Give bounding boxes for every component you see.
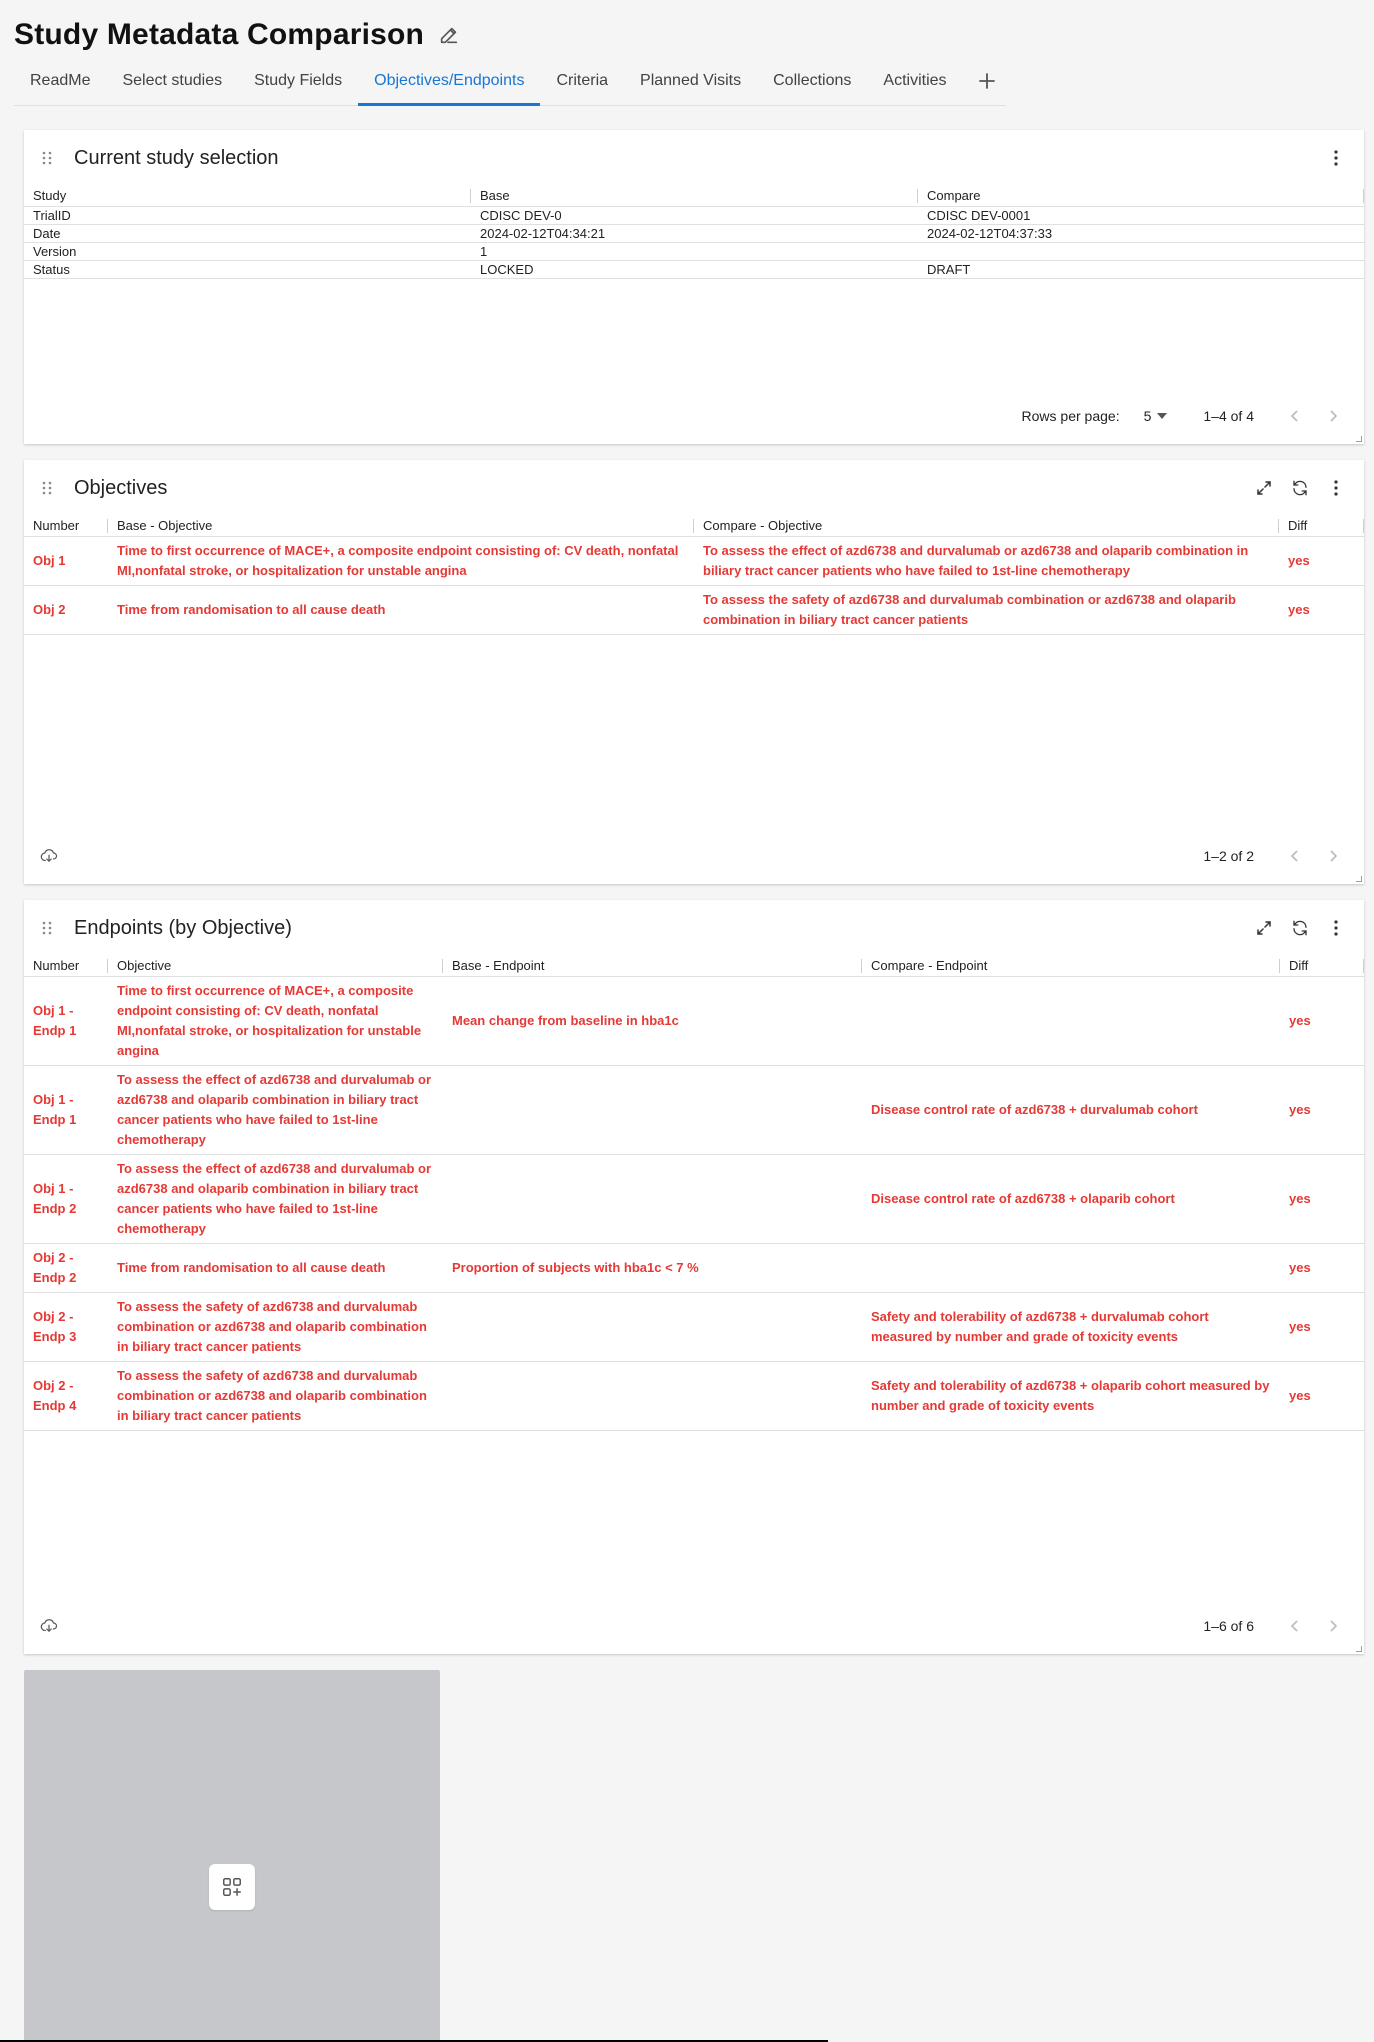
objectives-table [24,516,1364,635]
card-title: Current study selection [74,146,279,169]
table-cell: CDISC DEV-0001 [918,206,1364,224]
expand-icon[interactable] [1246,470,1282,506]
prev-page-icon[interactable] [1274,1606,1314,1646]
table-header-row [24,186,1364,206]
table-cell: yes [1280,1065,1364,1154]
column-header[interactable]: Objective [108,956,443,976]
objectives-card [24,460,1364,884]
column-header[interactable]: Diff [1280,956,1364,976]
table-cell: Time to first occurrence of MACE+, a composite endpoint consisting of: CV death, nonfatal MI,nonfatal stroke, or hospitalization for unstable angina [108,976,443,1065]
widget-placeholder [24,1670,440,2042]
table-cell: To assess the effect of azd6738 and durvalumab or azd6738 and olaparib combination in biliary tract cancer patients who have failed to 1st-line chemotherapy [108,1065,443,1154]
drag-handle-icon[interactable] [34,145,60,171]
table-cell: To assess the safety of azd6738 and durvalumab combination or azd6738 and olaparib combination in biliary tract cancer patients [694,585,1279,634]
next-page-icon[interactable] [1314,836,1354,876]
table-cell: yes [1280,1292,1364,1361]
prev-page-icon[interactable] [1274,836,1314,876]
table-cell: Time from randomisation to all cause death [108,585,694,634]
resize-handle[interactable] [1356,1646,1362,1652]
expand-icon[interactable] [1246,910,1282,946]
card-header [24,900,1364,956]
table-row [24,206,1364,224]
table-cell: yes [1280,1243,1364,1292]
more-vert-icon[interactable] [1318,910,1354,946]
pagination-text: 1–2 of 2 [1203,848,1254,864]
table-header-row [24,516,1364,536]
card-header [24,460,1364,516]
table-cell: To assess the safety of azd6738 and durvalumab combination or azd6738 and olaparib combination in biliary tract cancer patients [108,1361,443,1430]
table-cell: To assess the safety of azd6738 and durvalumab combination or azd6738 and olaparib combination in biliary tract cancer patients [108,1292,443,1361]
tab-activities[interactable]: Activities [883,72,947,89]
card-title: Endpoints (by Objective) [74,916,292,939]
table-cell: Mean change from baseline in hba1c [443,976,862,1065]
table-cell: 2024-02-12T04:34:21 [471,224,918,242]
table-cell [443,1154,862,1243]
refresh-icon[interactable] [1282,470,1318,506]
table-cell [443,1065,862,1154]
table-footer [24,388,1364,444]
table-cell: Obj 2 - Endp 4 [24,1361,108,1430]
cloud-download-icon[interactable] [34,1611,64,1641]
tab-criteria[interactable]: Criteria [556,72,609,89]
table-row [24,1243,1364,1292]
more-vert-icon[interactable] [1318,140,1354,176]
table-cell: To assess the effect of azd6738 and durvalumab or azd6738 and olaparib combination in biliary tract cancer patients who have failed to 1st-line chemotherapy [694,536,1279,585]
page-title: Study Metadata Comparison [14,18,425,51]
resize-handle[interactable] [1356,436,1362,442]
table-cell: TrialID [24,206,471,224]
table-row [24,260,1364,278]
table-cell [443,1361,862,1430]
refresh-icon[interactable] [1282,910,1318,946]
table-row [24,1361,1364,1430]
table-cell: Obj 2 - Endp 3 [24,1292,108,1361]
table-cell: CDISC DEV-0 [471,206,918,224]
column-header[interactable]: Study [24,186,471,206]
endpoints-card [24,900,1364,1654]
pencil-icon[interactable] [438,24,460,46]
column-header[interactable]: Base - Endpoint [443,956,862,976]
more-vert-icon[interactable] [1318,470,1354,506]
tab-select-studies[interactable]: Select studies [122,72,223,89]
tab-planned-visits[interactable]: Planned Visits [640,72,742,89]
table-cell: yes [1279,536,1364,585]
table-cell: To assess the effect of azd6738 and durvalumab or azd6738 and olaparib combination in biliary tract cancer patients who have failed to 1st-line chemotherapy [108,1154,443,1243]
tab-collections[interactable]: Collections [773,72,852,89]
next-page-icon[interactable] [1314,1606,1354,1646]
tab-objectives-endpoints[interactable]: Objectives/Endpoints [358,57,540,105]
tab-bar [14,58,1006,106]
column-header[interactable]: Number [24,956,108,976]
table-cell: Version [24,242,471,260]
table-cell: Disease control rate of azd6738 + durvalumab cohort [862,1065,1280,1154]
plus-icon[interactable] [969,57,1006,105]
table-header-row [24,956,1364,976]
card-header [24,130,1364,186]
prev-page-icon[interactable] [1274,396,1314,436]
table-row [24,585,1364,634]
cloud-download-icon[interactable] [34,841,64,871]
table-cell: 1 [471,242,918,260]
column-header[interactable]: Base [471,186,918,206]
drag-handle-icon[interactable] [34,915,60,941]
table-row [24,536,1364,585]
table-cell: DRAFT [918,260,1364,278]
table-cell: Time to first occurrence of MACE+, a composite endpoint consisting of: CV death, nonfatal MI,nonfatal stroke, or hospitalization for unstable angina [108,536,694,585]
table-cell: Status [24,260,471,278]
column-header[interactable]: Base - Objective [108,516,694,536]
table-cell: Time from randomisation to all cause death [108,1243,443,1292]
table-cell [862,976,1280,1065]
table-cell: LOCKED [471,260,918,278]
table-row [24,224,1364,242]
study-selection-card [24,130,1364,444]
column-header[interactable]: Compare [918,186,1364,206]
table-row [24,976,1364,1065]
table-cell: yes [1280,1361,1364,1430]
table-cell: Obj 1 [24,536,108,585]
table-cell: Obj 1 - Endp 1 [24,976,108,1065]
table-cell [443,1292,862,1361]
table-cell: Disease control rate of azd6738 + olaparib cohort [862,1154,1280,1243]
column-header[interactable]: Number [24,516,108,536]
table-cell: Obj 2 [24,585,108,634]
card-title: Objectives [74,476,168,499]
next-page-icon[interactable] [1314,396,1354,436]
table-cell: yes [1280,976,1364,1065]
table-row [24,1292,1364,1361]
endpoints-table [24,956,1364,1431]
rows-per-page-value: 5 [1143,408,1152,424]
tab-readme[interactable]: ReadMe [30,72,91,89]
table-cell: yes [1280,1154,1364,1243]
column-header[interactable]: Diff [1279,516,1364,536]
caret-down-icon [1157,413,1167,419]
table-footer [24,828,1364,884]
tab-study-fields[interactable]: Study Fields [254,72,343,89]
pagination-text: 1–6 of 6 [1203,1618,1254,1634]
drag-handle-icon[interactable] [34,475,60,501]
table-row [24,242,1364,260]
selection-table [24,186,1364,279]
table-cell: Proportion of subjects with hba1c < 7 % [443,1243,862,1292]
table-cell: Date [24,224,471,242]
table-cell [918,242,1364,260]
rows-per-page-label: Rows per page: [1021,408,1120,424]
column-header[interactable]: Compare - Endpoint [862,956,1280,976]
rows-per-page-select[interactable] [1144,408,1168,424]
table-cell: Obj 1 - Endp 1 [24,1065,108,1154]
table-cell: Obj 1 - Endp 2 [24,1154,108,1243]
column-header[interactable]: Compare - Objective [694,516,1279,536]
page-header [14,14,460,56]
add-widget-icon[interactable] [209,1864,255,1910]
pagination-text: 1–4 of 4 [1203,408,1254,424]
table-cell: Safety and tolerability of azd6738 + olaparib cohort measured by number and grade of toxicity events [862,1361,1280,1430]
table-cell: Safety and tolerability of azd6738 + durvalumab cohort measured by number and grade of toxicity events [862,1292,1280,1361]
table-row [24,1065,1364,1154]
table-cell: 2024-02-12T04:37:33 [918,224,1364,242]
table-cell: yes [1279,585,1364,634]
table-cell [862,1243,1280,1292]
table-cell: Obj 2 - Endp 2 [24,1243,108,1292]
table-footer [24,1598,1364,1654]
table-row [24,1154,1364,1243]
resize-handle[interactable] [1356,876,1362,882]
